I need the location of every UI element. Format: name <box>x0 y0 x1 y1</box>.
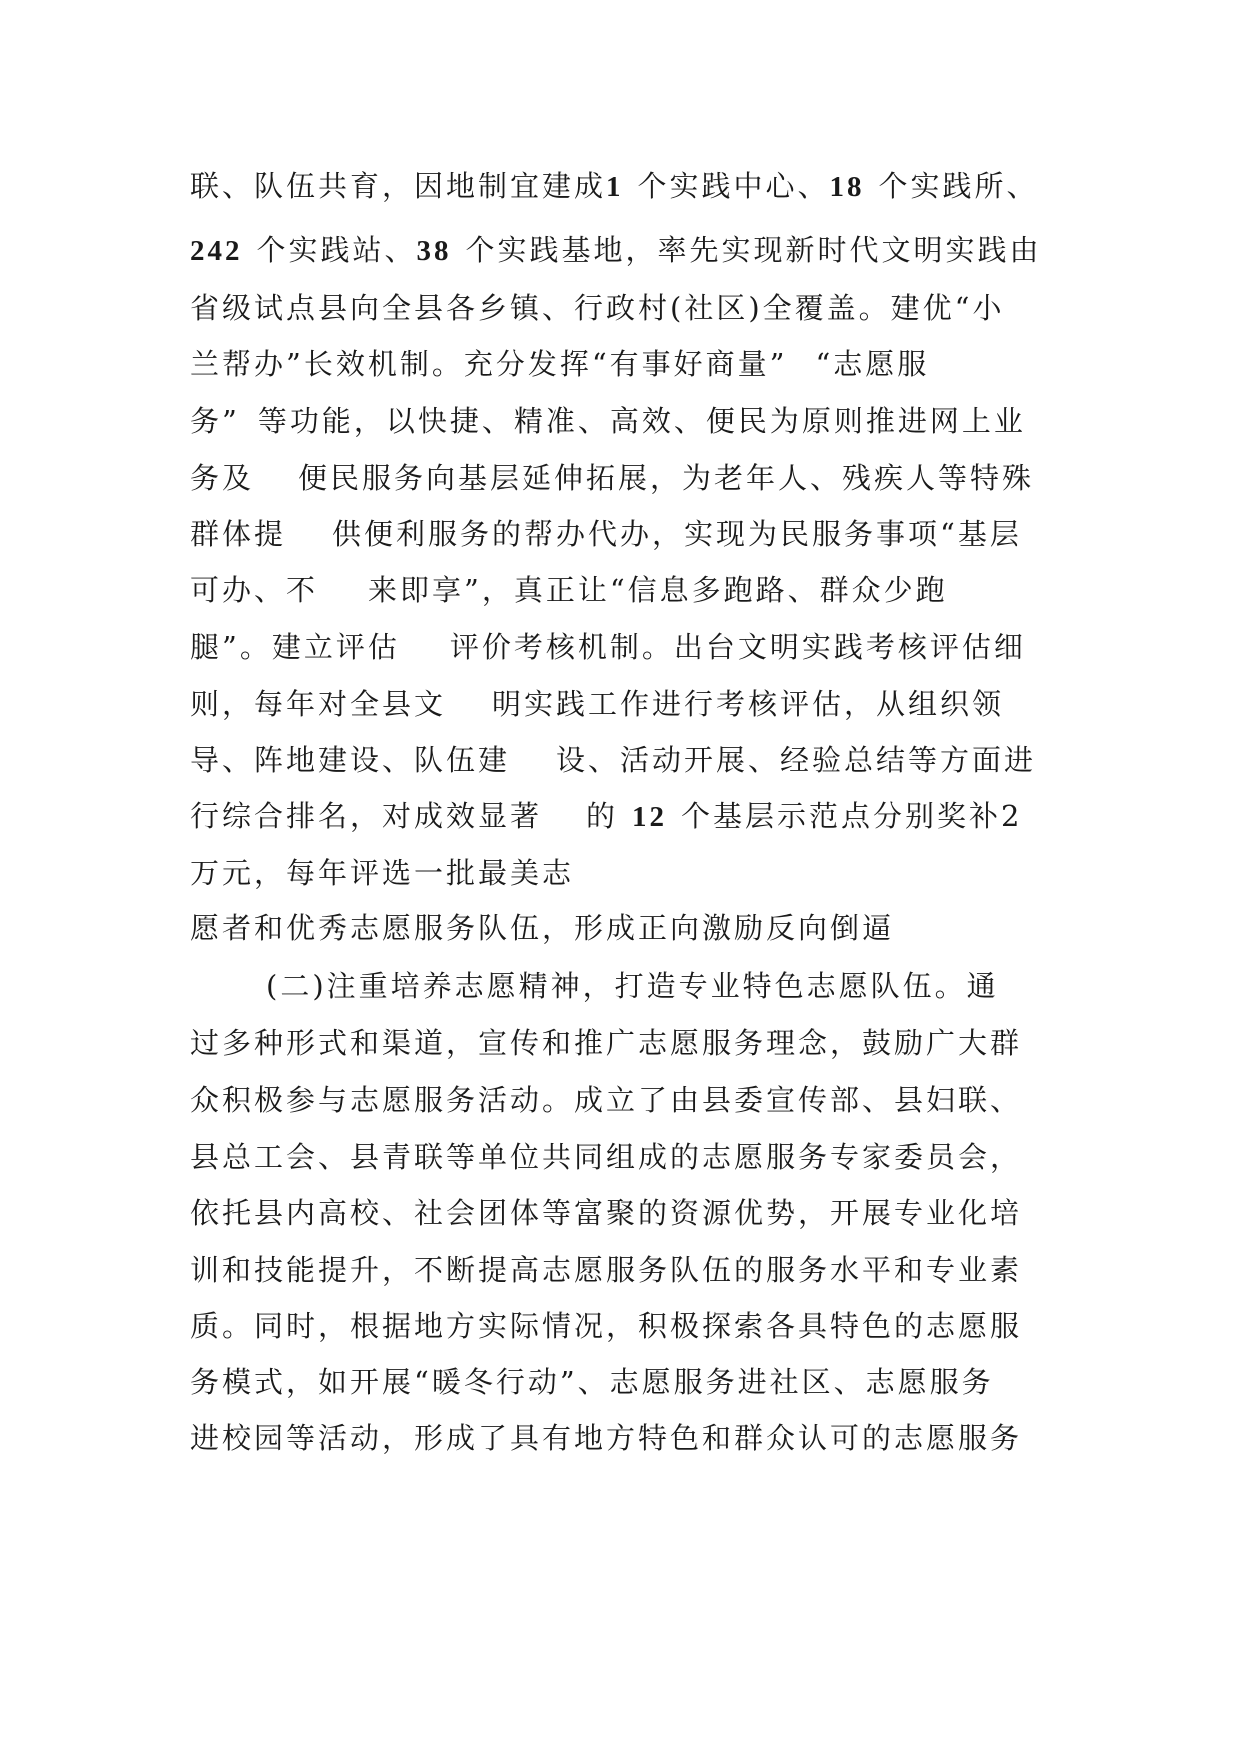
text-line <box>190 740 1036 780</box>
number-value: 242 <box>190 235 243 267</box>
text-segment: 务模式，如开展“暖冬行动”、志愿服务进社区、志愿服务 <box>190 1365 994 1399</box>
text-line <box>190 1023 1022 1063</box>
text-segment: 的 <box>586 799 619 833</box>
text-segment: 训和技能提升，不断提高志愿服务队伍的服务水平和专业素 <box>190 1253 1023 1287</box>
text-line <box>190 288 1004 328</box>
text-line <box>190 684 1004 724</box>
text-segment: 导、阵地建设、队伍建 <box>190 743 511 777</box>
text-line <box>190 853 574 893</box>
text-segment: 个实践站、 <box>256 233 417 267</box>
text-line <box>190 627 1026 667</box>
text-segment: 行综合排名，对成效显著 <box>190 799 543 833</box>
text-line <box>190 230 1042 270</box>
text-segment: 质。同时，根据地方实际情况，积极探索各具特色的志愿服 <box>190 1309 1023 1343</box>
text-segment: 个实践基地，率先实现新时代文明实践由 <box>465 233 1042 267</box>
number-value: 1 <box>606 171 624 203</box>
text-segment: 万元，每年评选一批最美志 <box>190 856 575 890</box>
text-line <box>190 1193 1022 1233</box>
text-line <box>190 1306 1022 1346</box>
text-line <box>190 796 1023 836</box>
number-value: 2 <box>1001 799 1023 833</box>
text-line <box>190 458 1034 498</box>
text-line <box>190 908 894 948</box>
text-line <box>190 344 929 384</box>
text-line <box>190 1362 994 1402</box>
text-segment: 设、活动开展、经验总结等方面进 <box>556 743 1037 777</box>
text-segment: 依托县内高校、社会团体等富聚的资源优势，开展专业化培 <box>190 1196 1023 1230</box>
text-line <box>190 514 1022 554</box>
text-segment: “志愿服 <box>815 347 930 381</box>
text-segment: 进校园等活动，形成了具有地方特色和群众认可的志愿服务 <box>190 1421 1023 1455</box>
text-line <box>190 570 948 610</box>
text-segment: 供便利服务的帮办代办，实现为民服务事项“基层 <box>332 517 1022 551</box>
text-segment: 明实践工作进行考核评估，从组织领 <box>492 687 1005 721</box>
text-segment: 可办、不 <box>190 573 319 607</box>
text-line <box>190 1250 1022 1290</box>
text-segment: 县总工会、县青联等单位共同组成的志愿服务专家委员会， <box>190 1140 1023 1174</box>
number-value: 38 <box>416 235 452 267</box>
text-segment: 群体提 <box>190 517 287 551</box>
text-segment: 评价考核机制。出台文明实践考核评估细 <box>449 630 1026 664</box>
text-line <box>190 166 1039 206</box>
text-segment: 个实践中心、 <box>637 169 830 203</box>
text-line <box>190 1418 1022 1458</box>
text-segment: 务及 <box>190 461 255 495</box>
text-segment: 众积极参与志愿服务活动。成立了由县委宣传部、县妇联、 <box>190 1083 1023 1117</box>
text-segment: 个实践所、 <box>878 169 1039 203</box>
text-segment: 兰帮办”长效机制。充分发挥“有事好商量” <box>190 347 788 381</box>
text-segment: 愿者和优秀志愿服务队伍，形成正向激励反向倒逼 <box>190 911 895 945</box>
number-value: 12 <box>632 801 668 833</box>
text-segment: 便民服务向基层延伸拓展，为老年人、残疾人等特殊 <box>298 461 1035 495</box>
text-segment: 省级试点县向全县各乡镇、行政村(社区)全覆盖。建优“小 <box>190 291 1005 325</box>
text-line <box>190 1137 1022 1177</box>
text-segment: 联、队伍共育，因地制宜建成 <box>190 169 607 203</box>
text-segment: 来即享”，真正让“信息多跑路、群众少跑 <box>368 573 948 607</box>
text-segment: 则，每年对全县文 <box>190 687 447 721</box>
text-segment: (二)注重培养志愿精神，打造专业特色志愿队伍。通 <box>266 969 999 1003</box>
text-line <box>190 1080 1022 1120</box>
text-segment: 务” <box>190 404 240 438</box>
text-segment: 腿”。建立评估 <box>190 630 400 664</box>
text-line <box>190 401 1026 441</box>
text-segment: 等功能，以快捷、精准、高效、便民为原则推进网上业 <box>257 404 1026 438</box>
text-segment: 过多种形式和渠道，宣传和推广志愿服务理念，鼓励广大群 <box>190 1026 1023 1060</box>
section-heading <box>266 966 999 1006</box>
number-value: 18 <box>829 171 865 203</box>
text-segment: 个基层示范点分别奖补 <box>681 799 1002 833</box>
